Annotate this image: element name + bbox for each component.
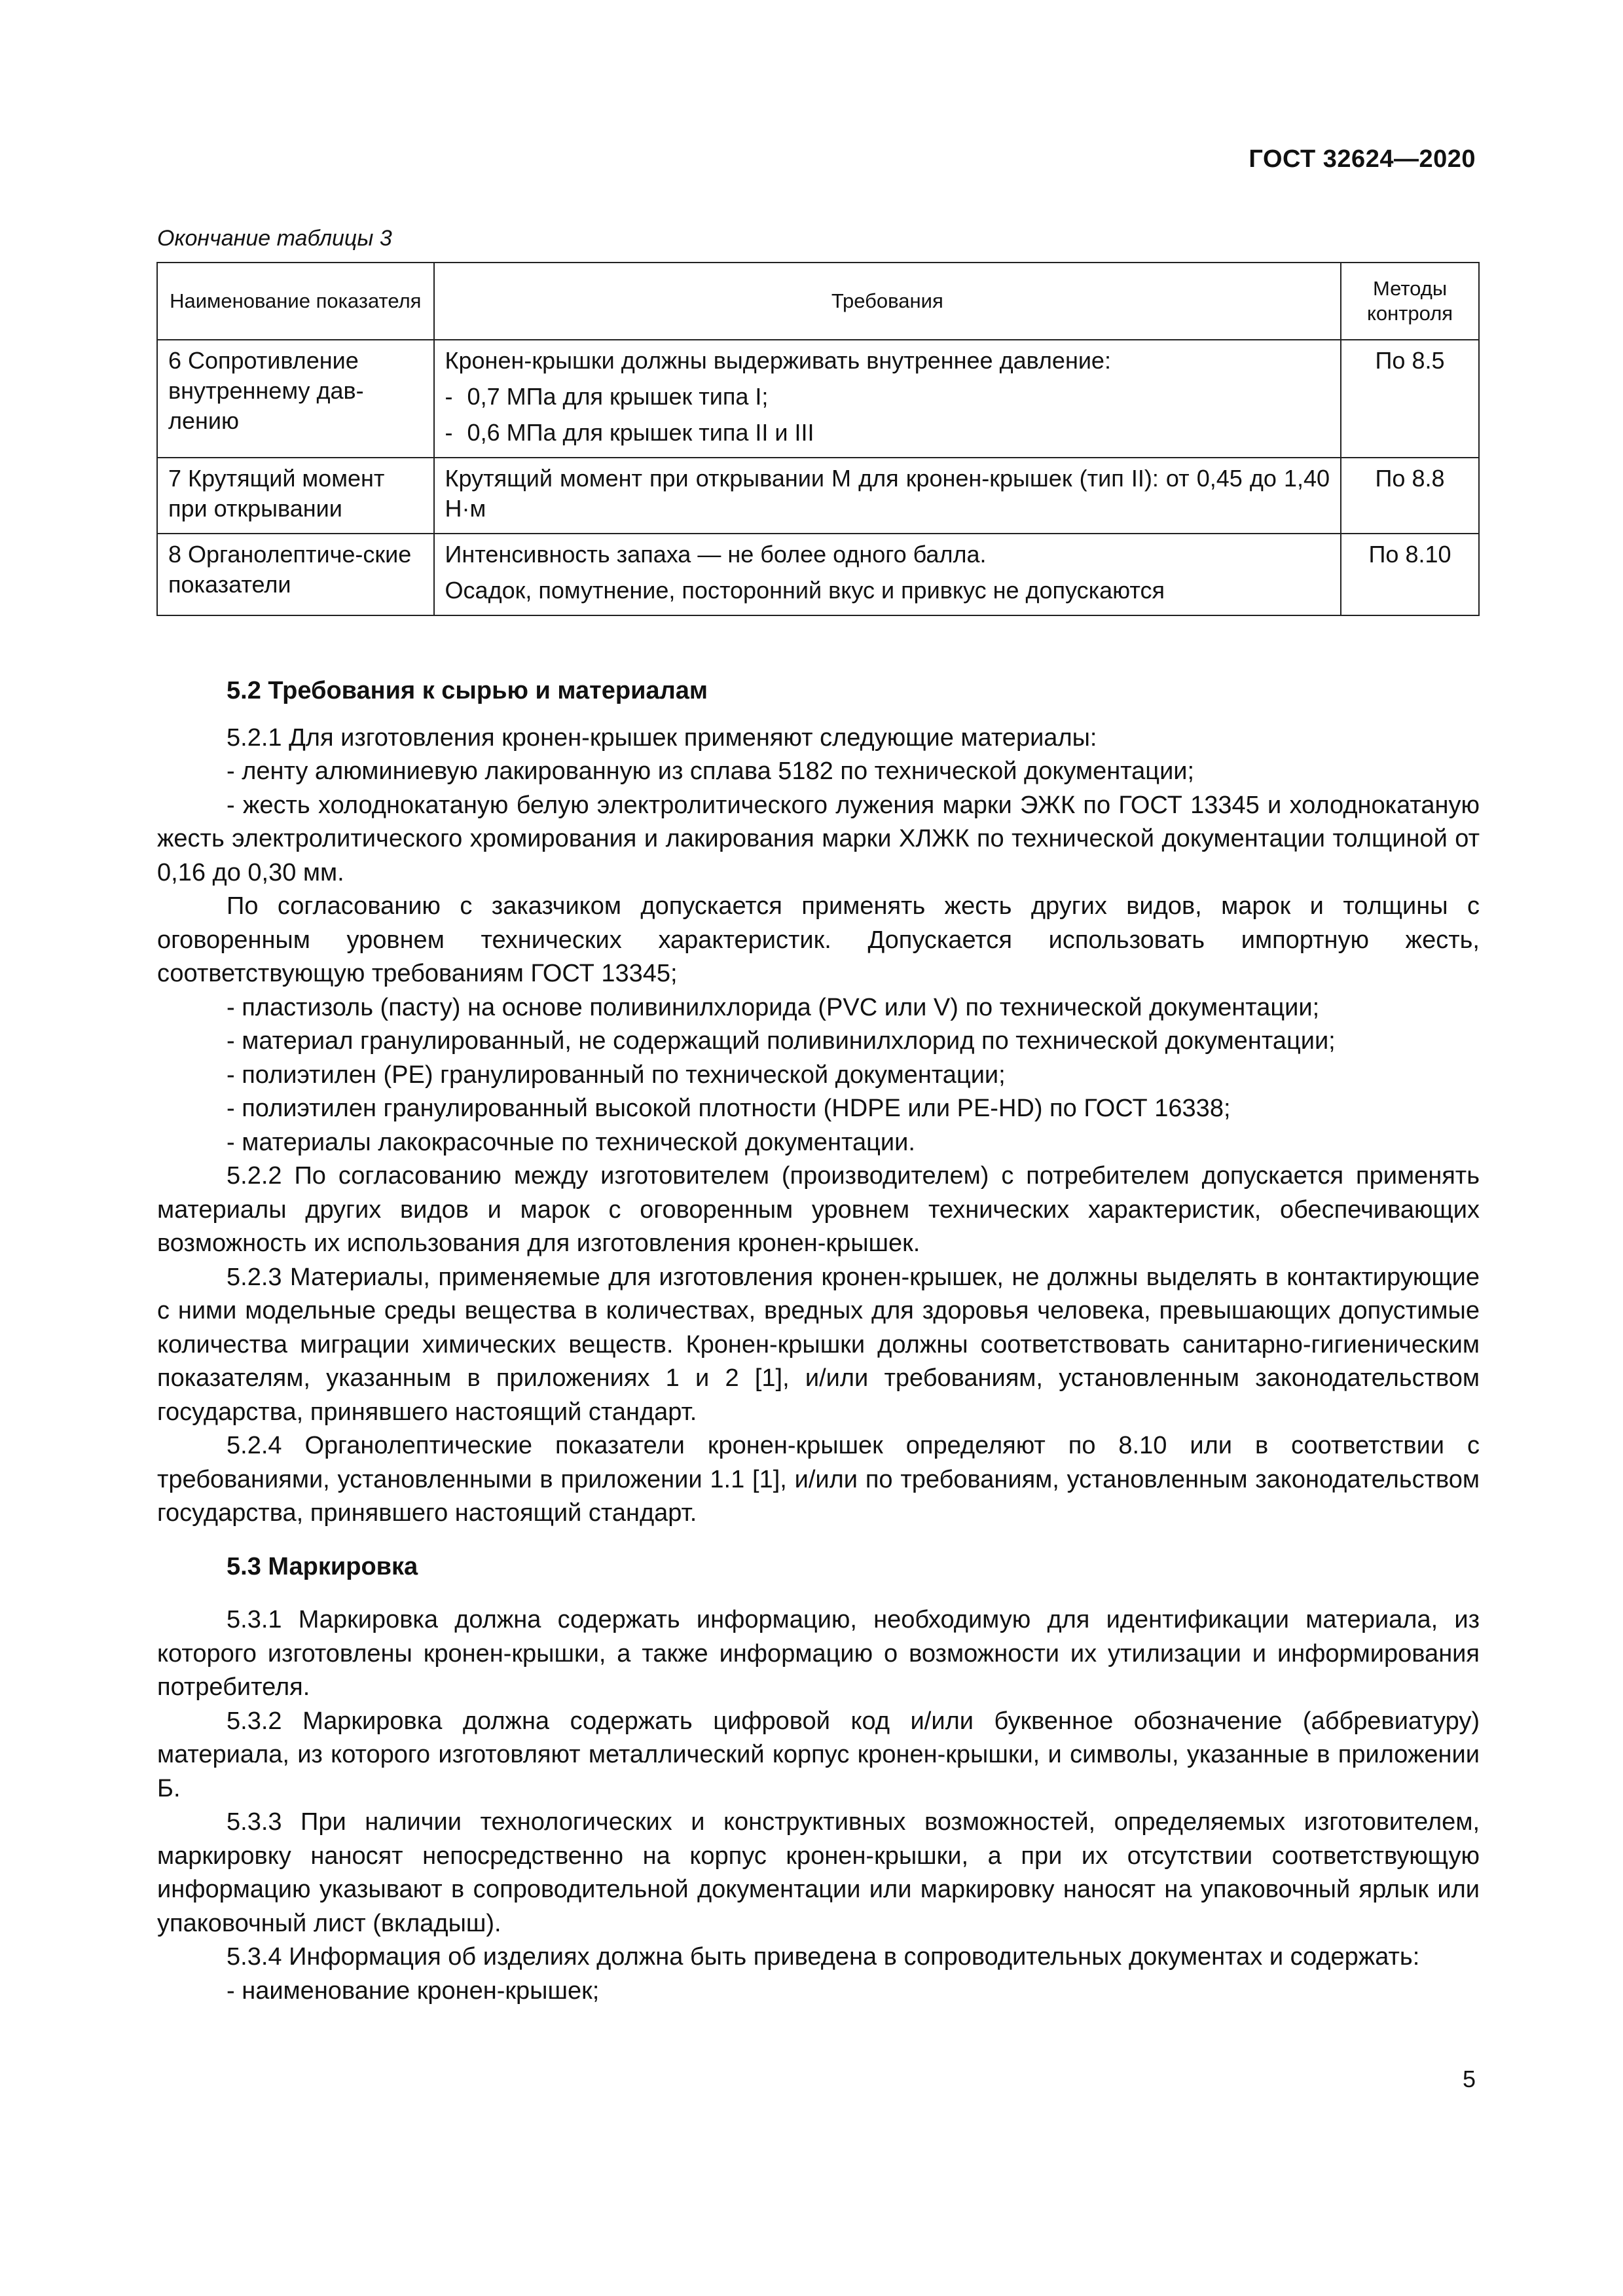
paragraph: 5.3.4 Информация об изделиях должна быть приведена в сопроводительных документах и содержать: bbox=[227, 1943, 1420, 1971]
list-item: - наименование кронен-крышек; bbox=[227, 1977, 600, 2005]
requirements-cell bbox=[434, 458, 1341, 534]
section-heading: 5.3 Маркировка bbox=[227, 1552, 418, 1580]
paragraph: 5.3.2 Маркировка должна содержать цифровой код и/или буквенное обозначение (аббревиатуру) материала, из которого изготовляют металлический корпус кронен-крышки, и символы, указанные в приложении Б. bbox=[157, 1707, 1480, 1802]
list-item: - материалы лакокрасочные по технической документации. bbox=[227, 1128, 915, 1156]
paragraph: 5.2.1 Для изготовления кронен-крышек применяют следующие материалы: bbox=[227, 723, 1097, 752]
list-item: - пластизоль (пасту) на основе поливинилхлорида (PVC или V) по технической документации; bbox=[227, 993, 1320, 1021]
paragraph: 5.2.4 Органолептические показатели кронен-крышек определяют по 8.10 или в соответствии с требованиями, установленными в приложении 1.1 [1], и/или по требованиям, установленным законодательством государства, принявшего настоящий стандарт. bbox=[157, 1432, 1480, 1527]
requirement-text: Интенсивность запаха — не более одного балла. bbox=[445, 541, 987, 568]
requirements-cell bbox=[434, 534, 1341, 615]
list-item: - материал гранулированный, не содержащий поливинилхлорид по технической документации; bbox=[227, 1027, 1336, 1055]
paragraph: 5.3.1 Маркировка должна содержать информацию, необходимую для идентификации материала, из которого изготовлены кронен-крышки, а также информацию о возможности их утилизации и информирования потребителя. bbox=[157, 1606, 1480, 1701]
column-header-requirements: Требования bbox=[434, 263, 1341, 340]
requirement-text: Осадок, помутнение, посторонний вкус и привкус не допускаются bbox=[445, 577, 1165, 604]
table-row bbox=[157, 458, 1479, 534]
column-header-methods: Методы контроля bbox=[1341, 263, 1479, 340]
method-cell: По 8.5 bbox=[1341, 340, 1479, 458]
paragraph: 5.3.3 При наличии технологических и конструктивных возможностей, определяемых изготовителем, маркировку наносят непосредственно на корпус кронен-крышки, а при их отсутствии соответствующую информацию указывают в сопроводительной документации или маркировку наносят на упаковочный ярлык или упаковочный лист (вкладыш). bbox=[157, 1808, 1480, 1937]
list-item: - полиэтилен (PE) гранулированный по технической документации; bbox=[227, 1061, 1006, 1089]
requirements-cell bbox=[434, 340, 1341, 458]
requirements-table bbox=[156, 262, 1480, 616]
method-cell: По 8.10 bbox=[1341, 534, 1479, 615]
table-row bbox=[157, 340, 1479, 458]
column-header-indicator: Наименование показателя bbox=[157, 263, 434, 340]
table-header-row bbox=[157, 263, 1479, 340]
paragraph: По согласованию с заказчиком допускается применять жесть других видов, марок и толщины с оговоренным уровнем технических характеристик. Допускается использовать импортную жесть, соответствующую требованиям ГОСТ 13345; bbox=[157, 892, 1480, 987]
indicator-cell: 7 Крутящий момент при открывании bbox=[157, 458, 434, 534]
requirement-text: Крутящий момент при открывании М для кронен-крышек (тип II): от 0,45 до 1,40 Н·м bbox=[445, 465, 1330, 522]
indicator-cell: 6 Сопротивление внутреннему дав-лению bbox=[157, 340, 434, 458]
table-caption: Окончание таблицы 3 bbox=[157, 226, 392, 251]
list-item: - полиэтилен гранулированный высокой плотности (HDPE или PE-HD) по ГОСТ 16338; bbox=[227, 1095, 1231, 1122]
requirement-text: Кронен-крышки должны выдерживать внутреннее давление: bbox=[445, 347, 1111, 374]
section-heading: 5.2 Требования к сырью и материалам bbox=[227, 677, 708, 704]
list-item: - ленту алюминиевую лакированную из сплава 5182 по технической документации; bbox=[227, 757, 1195, 785]
document-code: ГОСТ 32624—2020 bbox=[1249, 145, 1476, 173]
list-item: - жесть холоднокатаную белую электролитического лужения марки ЭЖК по ГОСТ 13345 и холоднокатаную жесть электролитического хромирования и лакирования марки ХЛЖК по технической документации толщиной от 0,16 до 0,30 мм. bbox=[157, 791, 1480, 886]
table-row bbox=[157, 534, 1479, 615]
method-cell: По 8.8 bbox=[1341, 458, 1479, 534]
requirement-item: - 0,6 МПа для крышек типа II и III bbox=[445, 419, 814, 446]
paragraph: 5.2.3 Материалы, применяемые для изготовления кронен-крышек, не должны выделять в контактирующие с ними модельные среды вещества в количествах, вредных для здоровья человека, превышающих допустимые количества миграции химических веществ. Кронен-крышки должны соответствовать санитарно-гигиеническим показателям, указанным в приложениях 1 и 2 [1], и/или требованиям, установленным законодательством государства, принявшего настоящий стандарт. bbox=[157, 1263, 1480, 1426]
requirement-item: - 0,7 МПа для крышек типа I; bbox=[445, 383, 769, 410]
indicator-cell: 8 Органолептиче-ские показатели bbox=[157, 534, 434, 615]
document-body bbox=[157, 674, 1480, 2008]
paragraph: 5.2.2 По согласованию между изготовителем (производителем) с потребителем допускается применять материалы других видов и марок с оговоренным уровнем технических характеристик, обеспечивающих возможность их использования для изготовления кронен-крышек. bbox=[157, 1162, 1480, 1257]
page-number: 5 bbox=[1462, 2066, 1476, 2092]
